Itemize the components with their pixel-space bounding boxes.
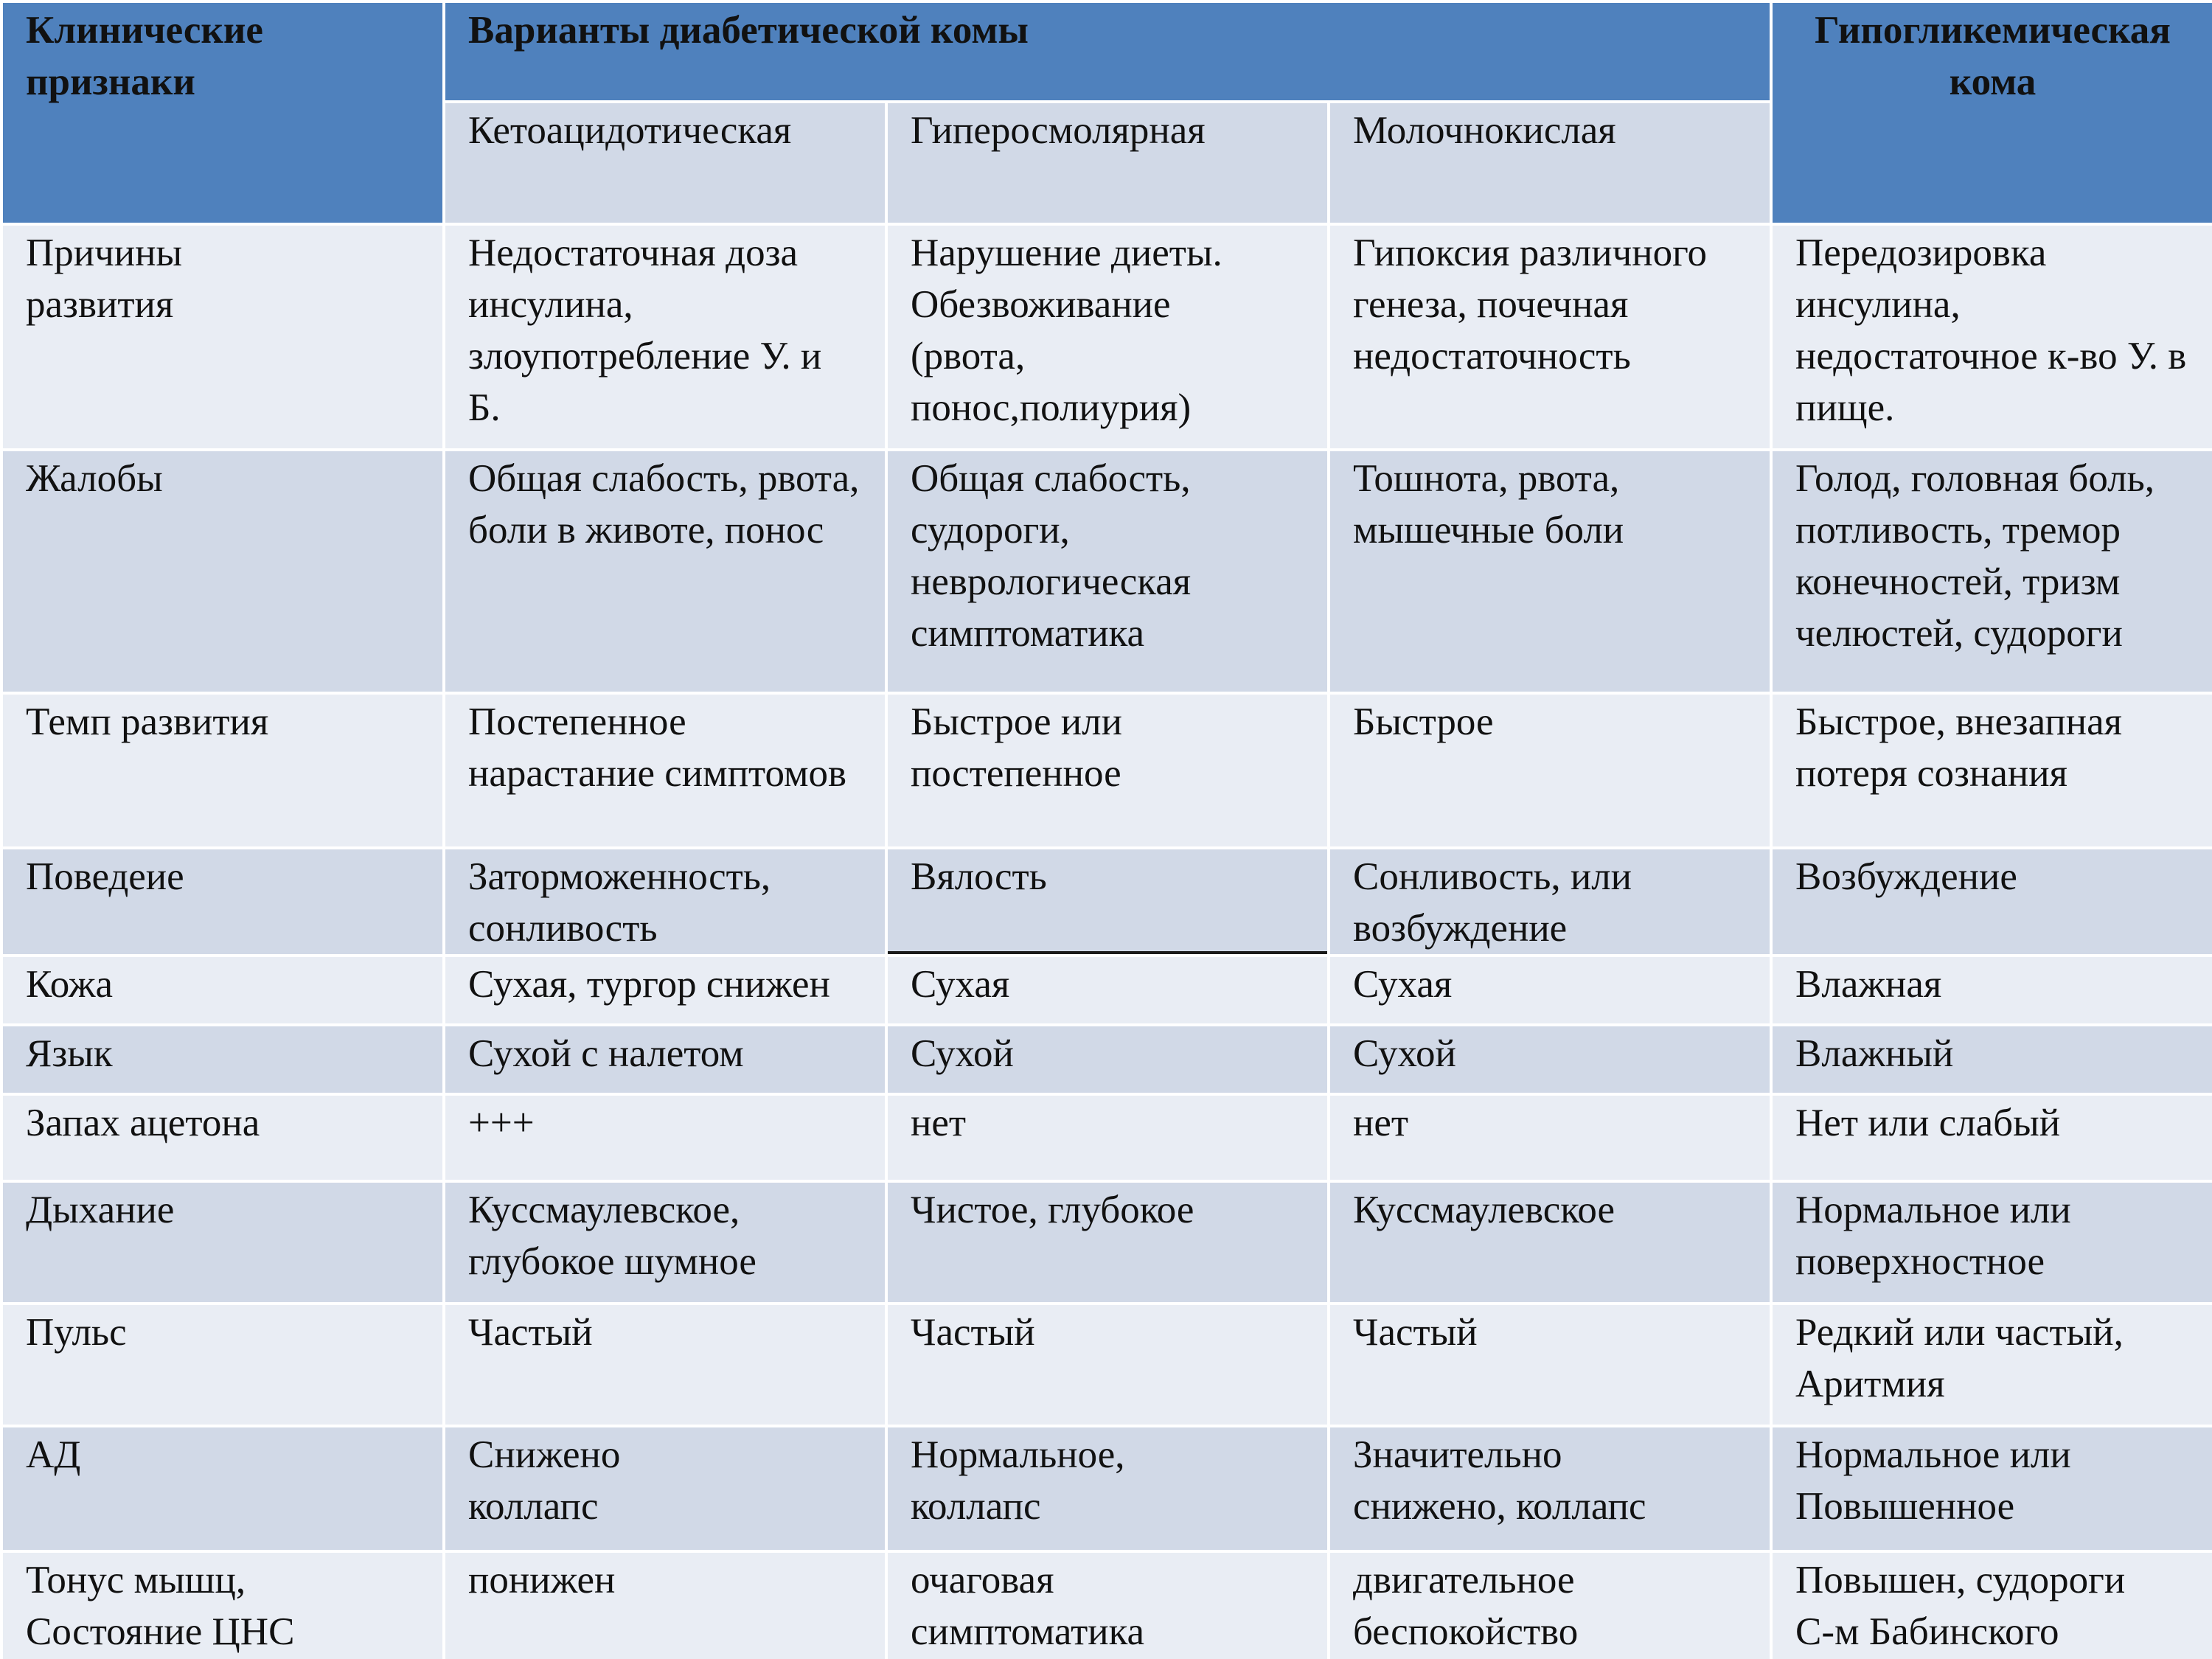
table-cell: Сухая bbox=[1329, 956, 1771, 1025]
row-label: Причины развития bbox=[1, 224, 444, 450]
table-row bbox=[1, 693, 2212, 848]
header-hypoglycemic-coma: Гипогликемическая кома bbox=[1771, 1, 2212, 224]
table-cell: нет bbox=[1329, 1094, 1771, 1181]
table-cell: Частый bbox=[1329, 1304, 1771, 1426]
header-clinical-signs: Клинические признаки bbox=[1, 1, 444, 224]
table-cell: нет bbox=[886, 1094, 1329, 1181]
subheader-hyperosmolar: Гиперосмолярная bbox=[886, 102, 1329, 224]
table-row bbox=[1, 1426, 2212, 1551]
table-cell: Редкий или частый, Аритмия bbox=[1771, 1304, 2212, 1426]
row-label: Кожа bbox=[1, 956, 444, 1025]
table-cell: Вялость bbox=[886, 848, 1329, 956]
table-cell: Быстрое bbox=[1329, 693, 1771, 848]
table-row bbox=[1, 1551, 2212, 1659]
table-cell: Нет или слабый bbox=[1771, 1094, 2212, 1181]
row-label: Жалобы bbox=[1, 450, 444, 693]
table-cell: Влажная bbox=[1771, 956, 2212, 1025]
table-cell: очаговая симптоматика bbox=[886, 1551, 1329, 1659]
subheader-ketoacidotic: Кетоацидотическая bbox=[444, 102, 886, 224]
table-cell: Сухой bbox=[886, 1025, 1329, 1094]
table-row bbox=[1, 1181, 2212, 1304]
table-cell: Сухая, тургор снижен bbox=[444, 956, 886, 1025]
row-label: Запах ацетона bbox=[1, 1094, 444, 1181]
table-cell: Постепенное нарастание симптомов bbox=[444, 693, 886, 848]
table-cell: Заторможенность, сонливость bbox=[444, 848, 886, 956]
table-cell: Передозировка инсулина, недостаточное к-во У. в пище. bbox=[1771, 224, 2212, 450]
table-cell: Нормальное, коллапс bbox=[886, 1426, 1329, 1551]
header-diabetic-coma-variants: Варианты диабетической комы bbox=[444, 1, 1771, 102]
table-cell: Куссмаулевское bbox=[1329, 1181, 1771, 1304]
table-cell: Голод, головная боль, потливость, тремор конечностей, тризм челюстей, судороги bbox=[1771, 450, 2212, 693]
table-cell: Нарушение диеты. Обезвоживание (рвота, понос,полиурия) bbox=[886, 224, 1329, 450]
table-cell: Сонливость, или возбуждение bbox=[1329, 848, 1771, 956]
table-cell: Быстрое, внезапная потеря сознания bbox=[1771, 693, 2212, 848]
table-cell: Повышен, судороги С-м Бабинского bbox=[1771, 1551, 2212, 1659]
table-cell: +++ bbox=[444, 1094, 886, 1181]
row-label: Дыхание bbox=[1, 1181, 444, 1304]
table-row bbox=[1, 956, 2212, 1025]
row-label: Поведеие bbox=[1, 848, 444, 956]
table-cell: двигательное беспокойство bbox=[1329, 1551, 1771, 1659]
table-cell: Общая слабость, судороги, неврологическая симптоматика bbox=[886, 450, 1329, 693]
table-cell: Частый bbox=[886, 1304, 1329, 1426]
table-row bbox=[1, 848, 2212, 956]
row-label: АД bbox=[1, 1426, 444, 1551]
table-cell: Куссмаулевское, глубокое шумное bbox=[444, 1181, 886, 1304]
table-cell: Общая слабость, рвота, боли в животе, понос bbox=[444, 450, 886, 693]
table-cell: Сухая bbox=[886, 956, 1329, 1025]
table-cell: Гипоксия различного генеза, почечная недостаточность bbox=[1329, 224, 1771, 450]
table-cell: Сухой с налетом bbox=[444, 1025, 886, 1094]
table-cell: Недостаточная доза инсулина, злоупотребление У. и Б. bbox=[444, 224, 886, 450]
table-cell: Чистое, глубокое bbox=[886, 1181, 1329, 1304]
table-cell: Частый bbox=[444, 1304, 886, 1426]
table-cell: Тошнота, рвота, мышечные боли bbox=[1329, 450, 1771, 693]
table-cell: понижен bbox=[444, 1551, 886, 1659]
row-label: Темп развития bbox=[1, 693, 444, 848]
table-row bbox=[1, 1094, 2212, 1181]
table-cell: Влажный bbox=[1771, 1025, 2212, 1094]
table-cell: Возбуждение bbox=[1771, 848, 2212, 956]
table-cell: Нормальное или Повышенное bbox=[1771, 1426, 2212, 1551]
header-row bbox=[1, 1, 2212, 102]
table-cell: Сухой bbox=[1329, 1025, 1771, 1094]
row-label: Язык bbox=[1, 1025, 444, 1094]
row-label: Пульс bbox=[1, 1304, 444, 1426]
table-cell: Быстрое или постепенное bbox=[886, 693, 1329, 848]
table-row bbox=[1, 1304, 2212, 1426]
table-row bbox=[1, 1025, 2212, 1094]
table-cell: Снижено коллапс bbox=[444, 1426, 886, 1551]
table-row bbox=[1, 450, 2212, 693]
subheader-lactic-acid: Молочнокислая bbox=[1329, 102, 1771, 224]
table-row bbox=[1, 224, 2212, 450]
table-cell: Значительно снижено, коллапс bbox=[1329, 1426, 1771, 1551]
row-label: Тонус мышц, Состояние ЦНС bbox=[1, 1551, 444, 1659]
table-cell: Нормальное или поверхностное bbox=[1771, 1181, 2212, 1304]
